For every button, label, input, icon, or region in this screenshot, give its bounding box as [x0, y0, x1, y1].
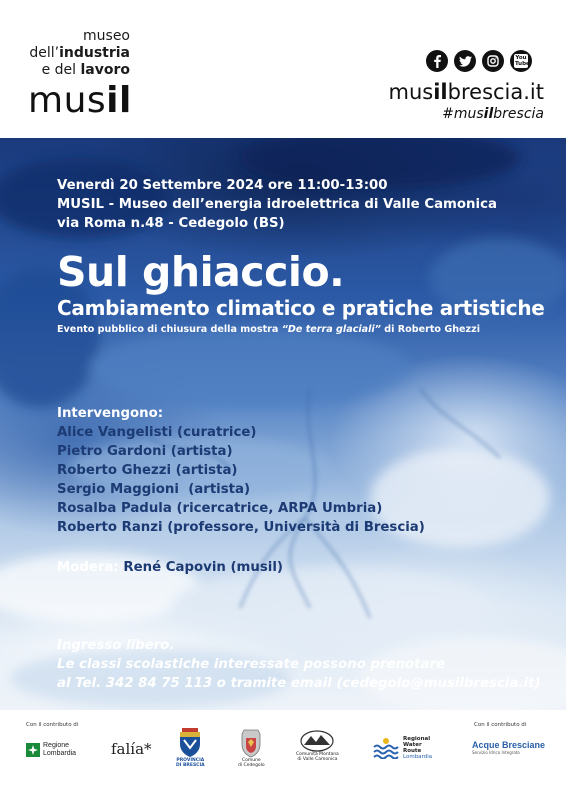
speakers-label: Intervengono: [57, 406, 164, 421]
admission-contact: al Tel. 342 84 75 113 o tramite email (cedegolo@musilbrescia.it) [57, 676, 541, 691]
water-route-icon [372, 737, 400, 759]
contributor-label: Con il contributo di [474, 722, 527, 728]
musil-logo: musil [28, 80, 132, 121]
social-links [426, 50, 532, 72]
museum-name-line1: museo [83, 28, 130, 44]
hashtag: #musilbrescia [442, 106, 544, 122]
facebook-icon[interactable] [426, 50, 448, 72]
provincia-brescia-logo: PROVINCIA DI BRESCIA [176, 728, 205, 768]
regione-lombardia-icon [26, 743, 40, 757]
comune-cedegolo-logo: Comune di Cedegolo [238, 728, 265, 768]
speaker-item: Alice Vangelisti (curatrice) [57, 425, 257, 440]
youtube-icon[interactable]: You Tube [510, 50, 532, 72]
moderator-label: Modera: [57, 560, 119, 575]
regional-water-route-logo [372, 736, 432, 760]
instagram-icon[interactable] [482, 50, 504, 72]
partners-label: Con il contributo di [26, 722, 79, 728]
museum-name-line2: dell’industria [29, 45, 130, 61]
twitter-icon[interactable] [454, 50, 476, 72]
comunita-montana-icon [300, 730, 334, 752]
moderator [57, 558, 283, 577]
watercolor-panel [0, 138, 566, 710]
speaker-item: Roberto Ranzi (professore, Università di Brescia) [57, 520, 425, 535]
speakers-section [57, 404, 425, 537]
speaker-item: Pietro Gardoni (artista) [57, 444, 233, 459]
speaker-item: Sergio Maggioni (artista) [57, 482, 251, 497]
comunita-montana-logo: Comunità Montana di Valle Camonica [296, 730, 339, 762]
event-address: via Roma n.48 - Cedegolo (BS) [57, 216, 285, 231]
speaker-item: Roberto Ghezzi (artista) [57, 463, 238, 478]
event-description: Evento pubblico di chiusura della mostra “De terra glaciali” di Roberto Ghezzi [57, 324, 481, 335]
museum-name [28, 28, 130, 79]
speaker-item: Rosalba Padula (ricercatrice, ARPA Umbria) [57, 501, 383, 516]
falia-logo: falía* [111, 740, 152, 758]
regione-lombardia-logo: Regione Lombardia [26, 742, 76, 758]
event-subtitle: Cambiamento climatico e pratiche artistiche [57, 296, 545, 320]
event-info [57, 176, 497, 233]
admission-schools: Le classi scolastiche interessate possono prenotare [57, 657, 446, 672]
event-venue: MUSIL - Museo dell’energia idroelettrica di Valle Camonica [57, 197, 497, 212]
comune-crest-icon [240, 728, 262, 758]
admission-free: Ingresso libero. [57, 638, 175, 653]
moderator-name: René Capovin (musil) [123, 560, 283, 575]
event-title: Sul ghiaccio. [57, 248, 345, 296]
event-date: Venerdì 20 Settembre 2024 ore 11:00-13:00 [57, 178, 388, 193]
acque-bresciane-logo: Acque Bresciane Servizio Idrico Integrato [472, 740, 546, 755]
footer-sponsors [0, 710, 566, 800]
website-link[interactable]: musilbrescia.it [388, 80, 544, 104]
water-route-text: Regional Water Route Lombardia [403, 736, 433, 760]
provincia-crest-icon [178, 728, 202, 758]
admission-info [57, 636, 540, 693]
museum-name-line3: e del lavoro [41, 62, 130, 78]
header [0, 0, 566, 138]
